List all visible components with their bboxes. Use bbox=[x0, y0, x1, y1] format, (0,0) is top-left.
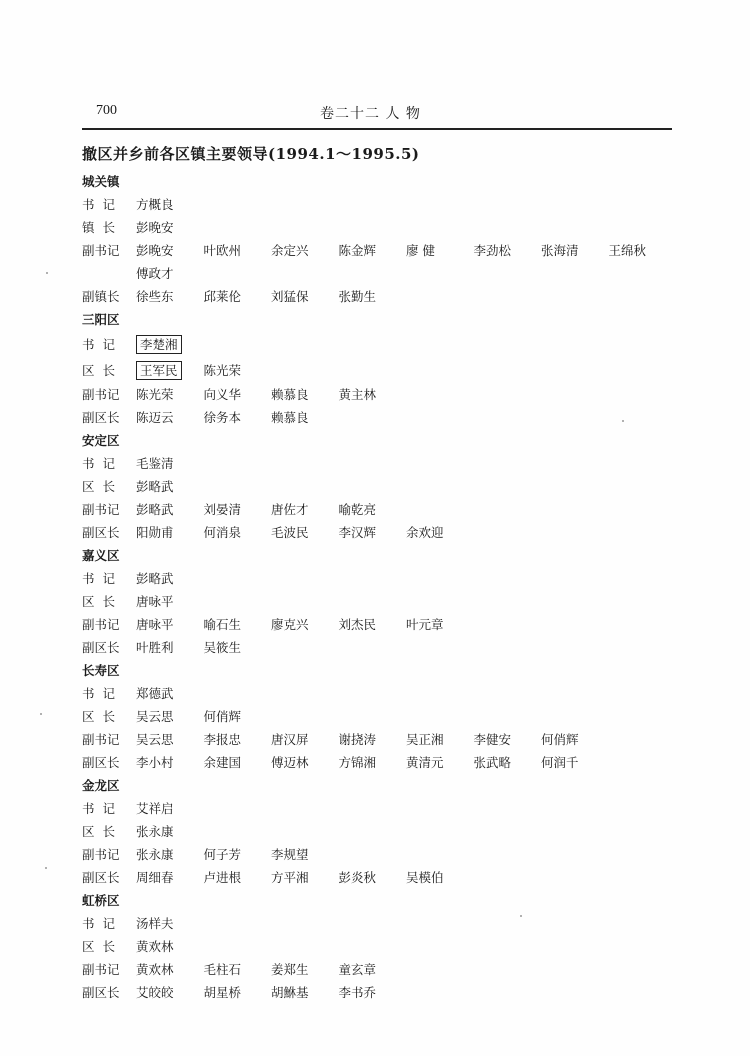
person-name-text: 廖克兴 bbox=[271, 617, 309, 632]
person-name bbox=[271, 613, 339, 636]
person-name-text: 方锦湘 bbox=[338, 755, 377, 770]
role-label: 副区长 bbox=[82, 985, 120, 1000]
person-name bbox=[541, 751, 609, 774]
leader-row bbox=[82, 590, 682, 613]
person-name bbox=[136, 521, 204, 544]
person-name-text: 彭炎秋 bbox=[338, 870, 377, 885]
person-name-text: 唐咏平 bbox=[136, 594, 174, 609]
leader-row bbox=[82, 728, 682, 751]
person-name bbox=[136, 498, 204, 521]
person-name bbox=[136, 406, 204, 429]
leader-row bbox=[82, 751, 682, 774]
leader-row bbox=[82, 521, 682, 544]
person-name bbox=[339, 383, 407, 406]
person-name bbox=[271, 981, 339, 1004]
person-name-text: 赖慕良 bbox=[271, 410, 309, 425]
person-name bbox=[271, 751, 339, 774]
person-name bbox=[136, 751, 204, 774]
district-name: 嘉义区 bbox=[82, 548, 120, 563]
person-name-text: 毛鉴清 bbox=[136, 456, 174, 471]
person-name bbox=[204, 239, 272, 262]
person-name-text: 艾皎皎 bbox=[136, 985, 174, 1000]
role-label: 书 记 bbox=[82, 801, 115, 816]
person-name bbox=[204, 285, 272, 308]
name-list bbox=[136, 452, 682, 475]
person-name-text: 何子芳 bbox=[203, 847, 242, 862]
person-name bbox=[339, 613, 407, 636]
role-label: 区 长 bbox=[82, 362, 115, 378]
person-name bbox=[339, 728, 407, 751]
person-name-text: 彭略武 bbox=[136, 571, 174, 586]
role-label: 副书记 bbox=[82, 732, 120, 747]
running-title: 卷二十二 人 物 bbox=[320, 106, 421, 122]
leader-row bbox=[82, 357, 682, 383]
person-name bbox=[136, 475, 204, 498]
person-name-text: 周细春 bbox=[136, 870, 174, 885]
person-name bbox=[136, 567, 204, 590]
role-label: 书 记 bbox=[82, 456, 115, 471]
role-label: 书 记 bbox=[82, 916, 115, 931]
person-name bbox=[339, 958, 407, 981]
person-name bbox=[339, 285, 407, 308]
person-name bbox=[204, 866, 272, 889]
role-label: 书 记 bbox=[82, 336, 115, 352]
name-list bbox=[136, 216, 682, 239]
name-list bbox=[136, 285, 682, 308]
person-name-text: 姜郑生 bbox=[271, 962, 309, 977]
person-name bbox=[271, 866, 339, 889]
person-name-text: 何润千 bbox=[541, 755, 579, 770]
leader-row bbox=[82, 613, 682, 636]
person-name bbox=[136, 636, 204, 659]
person-name bbox=[271, 498, 339, 521]
person-name bbox=[541, 239, 609, 262]
person-name bbox=[136, 912, 204, 935]
person-name bbox=[474, 728, 542, 751]
role-label: 区 长 bbox=[82, 939, 115, 954]
district-name: 安定区 bbox=[82, 433, 120, 448]
person-name bbox=[136, 682, 204, 705]
person-name bbox=[136, 262, 204, 285]
person-name-text: 卢进根 bbox=[203, 870, 242, 885]
name-list bbox=[136, 475, 682, 498]
role-label: 副区长 bbox=[82, 755, 120, 770]
person-name-text: 刘杰民 bbox=[338, 617, 377, 632]
name-list bbox=[136, 239, 682, 285]
person-name bbox=[136, 613, 204, 636]
person-name-text: 张海清 bbox=[541, 243, 579, 258]
name-list bbox=[136, 498, 682, 521]
name-list bbox=[136, 359, 682, 382]
person-name-text: 喻乾亮 bbox=[338, 502, 377, 517]
person-name-text: 喻石生 bbox=[203, 617, 242, 632]
person-name-text: 方概良 bbox=[136, 197, 174, 212]
person-name-text: 傅迈林 bbox=[271, 755, 309, 770]
person-name bbox=[204, 705, 272, 728]
person-name-text: 廖 健 bbox=[406, 243, 435, 258]
person-name-text: 唐咏平 bbox=[136, 617, 174, 632]
person-name bbox=[136, 935, 204, 958]
person-name bbox=[136, 958, 204, 981]
person-name-text: 黄欢林 bbox=[136, 962, 174, 977]
name-list bbox=[136, 820, 682, 843]
leader-row bbox=[82, 981, 682, 1004]
person-name-text: 张武略 bbox=[473, 755, 512, 770]
person-name bbox=[136, 590, 204, 613]
person-name bbox=[136, 728, 204, 751]
person-name-text: 吴正湘 bbox=[406, 732, 444, 747]
person-name-text: 余建国 bbox=[203, 755, 242, 770]
person-name-text: 毛波民 bbox=[271, 525, 309, 540]
person-name bbox=[136, 981, 204, 1004]
person-name-text: 向义华 bbox=[203, 387, 242, 402]
district-name: 城关镇 bbox=[82, 174, 120, 189]
scan-speck bbox=[622, 420, 624, 422]
role-label: 副区长 bbox=[82, 525, 120, 540]
person-name-text: 黄清元 bbox=[406, 755, 444, 770]
person-name-text: 张永康 bbox=[136, 847, 174, 862]
leader-row bbox=[82, 239, 682, 285]
person-name bbox=[271, 406, 339, 429]
person-name-text: 胡星桥 bbox=[203, 985, 242, 1000]
person-name bbox=[541, 728, 609, 751]
person-name-text: 李小村 bbox=[136, 755, 174, 770]
person-name bbox=[271, 521, 339, 544]
name-list bbox=[136, 705, 682, 728]
role-label: 副区长 bbox=[82, 870, 120, 885]
role-label: 副区长 bbox=[82, 640, 120, 655]
person-name-text: 彭晚安 bbox=[136, 220, 174, 235]
person-name-text: 艾祥启 bbox=[136, 801, 174, 816]
name-list bbox=[136, 333, 682, 356]
person-name-text: 吴筱生 bbox=[203, 640, 242, 655]
person-name-text: 毛柱石 bbox=[203, 962, 242, 977]
district-name: 金龙区 bbox=[82, 778, 120, 793]
person-name-text: 徐务本 bbox=[203, 410, 242, 425]
person-name bbox=[204, 613, 272, 636]
person-name bbox=[271, 958, 339, 981]
person-name-text: 刘晏清 bbox=[203, 502, 242, 517]
person-name-text: 叶元章 bbox=[406, 617, 444, 632]
leader-row bbox=[82, 567, 682, 590]
person-name bbox=[204, 728, 272, 751]
person-name bbox=[339, 866, 407, 889]
person-name-text: 唐汉屏 bbox=[271, 732, 309, 747]
name-list bbox=[136, 866, 682, 889]
leader-row bbox=[82, 935, 682, 958]
person-name-text: 余欢迎 bbox=[406, 525, 444, 540]
person-name bbox=[609, 239, 677, 262]
leader-row bbox=[82, 193, 682, 216]
name-list bbox=[136, 682, 682, 705]
person-name bbox=[271, 728, 339, 751]
person-name bbox=[204, 751, 272, 774]
person-name-text: 谢挠涛 bbox=[338, 732, 377, 747]
role-label: 副书记 bbox=[82, 243, 120, 258]
leader-row bbox=[82, 406, 682, 429]
person-name bbox=[204, 958, 272, 981]
leader-row bbox=[82, 636, 682, 659]
person-name-text: 李书乔 bbox=[338, 985, 377, 1000]
name-list bbox=[136, 521, 682, 544]
leader-row bbox=[82, 383, 682, 406]
person-name bbox=[339, 498, 407, 521]
name-list bbox=[136, 567, 682, 590]
role-label: 区 长 bbox=[82, 594, 115, 609]
person-name-text: 郑德武 bbox=[136, 686, 174, 701]
person-name bbox=[136, 239, 204, 262]
person-name bbox=[271, 285, 339, 308]
role-label: 书 记 bbox=[82, 197, 115, 212]
person-name-text: 黄欢林 bbox=[136, 939, 174, 954]
person-name-text: 陈光荣 bbox=[136, 387, 174, 402]
name-list bbox=[136, 912, 682, 935]
name-list bbox=[136, 383, 682, 406]
person-name bbox=[204, 981, 272, 1004]
leader-row bbox=[82, 866, 682, 889]
person-name bbox=[204, 359, 272, 382]
person-name-text: 赖慕良 bbox=[271, 387, 309, 402]
name-list bbox=[136, 636, 682, 659]
person-name-text: 方平湘 bbox=[271, 870, 309, 885]
header-rule bbox=[82, 128, 672, 130]
leader-row bbox=[82, 285, 682, 308]
person-name bbox=[406, 866, 474, 889]
scan-speck bbox=[520, 915, 522, 917]
person-name bbox=[271, 383, 339, 406]
person-name-text: 张勤生 bbox=[338, 289, 377, 304]
scan-speck bbox=[46, 272, 48, 274]
role-label: 副镇长 bbox=[82, 289, 120, 304]
person-name bbox=[136, 452, 204, 475]
role-label: 区 长 bbox=[82, 824, 115, 839]
person-name bbox=[339, 239, 407, 262]
page-number: 700 bbox=[96, 103, 117, 118]
name-list bbox=[136, 935, 682, 958]
person-name-text: 何俏辉 bbox=[203, 709, 242, 724]
person-name bbox=[406, 239, 474, 262]
person-name-text: 彭略武 bbox=[136, 479, 174, 494]
person-name-text: 余定兴 bbox=[271, 243, 309, 258]
scan-speck bbox=[45, 867, 47, 869]
person-name-text: 陈迈云 bbox=[136, 410, 174, 425]
person-name-text: 吴云思 bbox=[136, 709, 174, 724]
person-name-text: 叶欧州 bbox=[203, 243, 242, 258]
name-list bbox=[136, 797, 682, 820]
role-label: 书 记 bbox=[82, 571, 115, 586]
person-name-text: 李楚湘 bbox=[136, 335, 182, 354]
role-label: 副书记 bbox=[82, 847, 120, 862]
person-name bbox=[136, 797, 204, 820]
section-title: 撤区并乡前各区镇主要领导(1994.1～1995.5) bbox=[82, 145, 420, 163]
name-list bbox=[136, 590, 682, 613]
leader-row bbox=[82, 475, 682, 498]
person-name-text: 何俏辉 bbox=[541, 732, 579, 747]
role-label: 副书记 bbox=[82, 387, 120, 402]
person-name-text: 李规望 bbox=[271, 847, 309, 862]
person-name-text: 彭晚安 bbox=[136, 243, 174, 258]
person-name-text: 陈金辉 bbox=[338, 243, 377, 258]
name-list bbox=[136, 613, 682, 636]
person-name bbox=[204, 843, 272, 866]
person-name bbox=[406, 521, 474, 544]
person-name bbox=[136, 383, 204, 406]
scan-speck bbox=[40, 713, 42, 715]
role-label: 副书记 bbox=[82, 962, 120, 977]
person-name-text: 彭略武 bbox=[136, 502, 174, 517]
name-list bbox=[136, 406, 682, 429]
person-name-text: 李报忠 bbox=[203, 732, 242, 747]
person-name bbox=[474, 751, 542, 774]
role-label: 区 长 bbox=[82, 709, 115, 724]
person-name-text: 王军民 bbox=[136, 361, 182, 380]
leader-row bbox=[82, 797, 682, 820]
leader-row bbox=[82, 498, 682, 521]
person-name-text: 唐佐才 bbox=[271, 502, 309, 517]
leader-row bbox=[82, 958, 682, 981]
name-list bbox=[136, 958, 682, 981]
person-name bbox=[339, 751, 407, 774]
person-name-boxed bbox=[136, 359, 204, 382]
person-name bbox=[271, 239, 339, 262]
person-name bbox=[204, 383, 272, 406]
person-name bbox=[339, 521, 407, 544]
person-name bbox=[204, 406, 272, 429]
person-name bbox=[474, 239, 542, 262]
role-label: 副书记 bbox=[82, 617, 120, 632]
district-name: 虹桥区 bbox=[82, 893, 120, 908]
role-label: 书 记 bbox=[82, 686, 115, 701]
name-list bbox=[136, 751, 682, 774]
person-name bbox=[406, 613, 474, 636]
person-name-text: 傅政才 bbox=[136, 266, 174, 281]
person-name-text: 何消泉 bbox=[203, 525, 242, 540]
name-list bbox=[136, 728, 682, 751]
person-name-text: 李汉辉 bbox=[338, 525, 377, 540]
person-name bbox=[136, 843, 204, 866]
leader-row bbox=[82, 452, 682, 475]
leader-row bbox=[82, 843, 682, 866]
leader-row bbox=[82, 331, 682, 357]
name-list bbox=[136, 981, 682, 1004]
person-name bbox=[136, 820, 204, 843]
person-name-text: 吴云思 bbox=[136, 732, 174, 747]
person-name-text: 邱莱伦 bbox=[203, 289, 242, 304]
name-list bbox=[136, 843, 682, 866]
person-name bbox=[204, 636, 272, 659]
person-name bbox=[406, 751, 474, 774]
page-header bbox=[82, 103, 672, 127]
person-name-text: 徐些东 bbox=[136, 289, 174, 304]
person-name-text: 童玄章 bbox=[338, 962, 377, 977]
role-label: 副区长 bbox=[82, 410, 120, 425]
leader-row bbox=[82, 705, 682, 728]
person-name bbox=[406, 728, 474, 751]
person-name bbox=[136, 216, 204, 239]
person-name-text: 阳勋甫 bbox=[136, 525, 174, 540]
district-name: 三阳区 bbox=[82, 312, 120, 327]
person-name-text: 李劲松 bbox=[473, 243, 512, 258]
person-name bbox=[136, 285, 204, 308]
person-name-text: 汤样夫 bbox=[136, 916, 174, 931]
person-name-text: 黄主林 bbox=[338, 387, 377, 402]
person-name bbox=[136, 193, 204, 216]
person-name-text: 李健安 bbox=[473, 732, 512, 747]
person-name bbox=[204, 521, 272, 544]
leader-row bbox=[82, 682, 682, 705]
name-list bbox=[136, 193, 682, 216]
leaders-list bbox=[82, 170, 682, 1004]
person-name-text: 陈光荣 bbox=[203, 362, 242, 378]
person-name-text: 王绵秋 bbox=[608, 243, 647, 258]
person-name-text: 张永康 bbox=[136, 824, 174, 839]
person-name bbox=[339, 981, 407, 1004]
role-label: 镇 长 bbox=[82, 220, 115, 235]
leader-row bbox=[82, 912, 682, 935]
role-label: 副书记 bbox=[82, 502, 120, 517]
leader-row bbox=[82, 820, 682, 843]
leader-row bbox=[82, 216, 682, 239]
person-name-text: 刘猛保 bbox=[271, 289, 309, 304]
person-name bbox=[136, 705, 204, 728]
district-name: 长寿区 bbox=[82, 663, 120, 678]
person-name bbox=[136, 866, 204, 889]
person-name-text: 胡鮴基 bbox=[271, 985, 309, 1000]
person-name-text: 吴模伯 bbox=[406, 870, 444, 885]
role-label: 区 长 bbox=[82, 479, 115, 494]
person-name bbox=[271, 843, 339, 866]
person-name-boxed bbox=[136, 333, 204, 356]
person-name bbox=[204, 498, 272, 521]
person-name-text: 叶胜利 bbox=[136, 640, 174, 655]
